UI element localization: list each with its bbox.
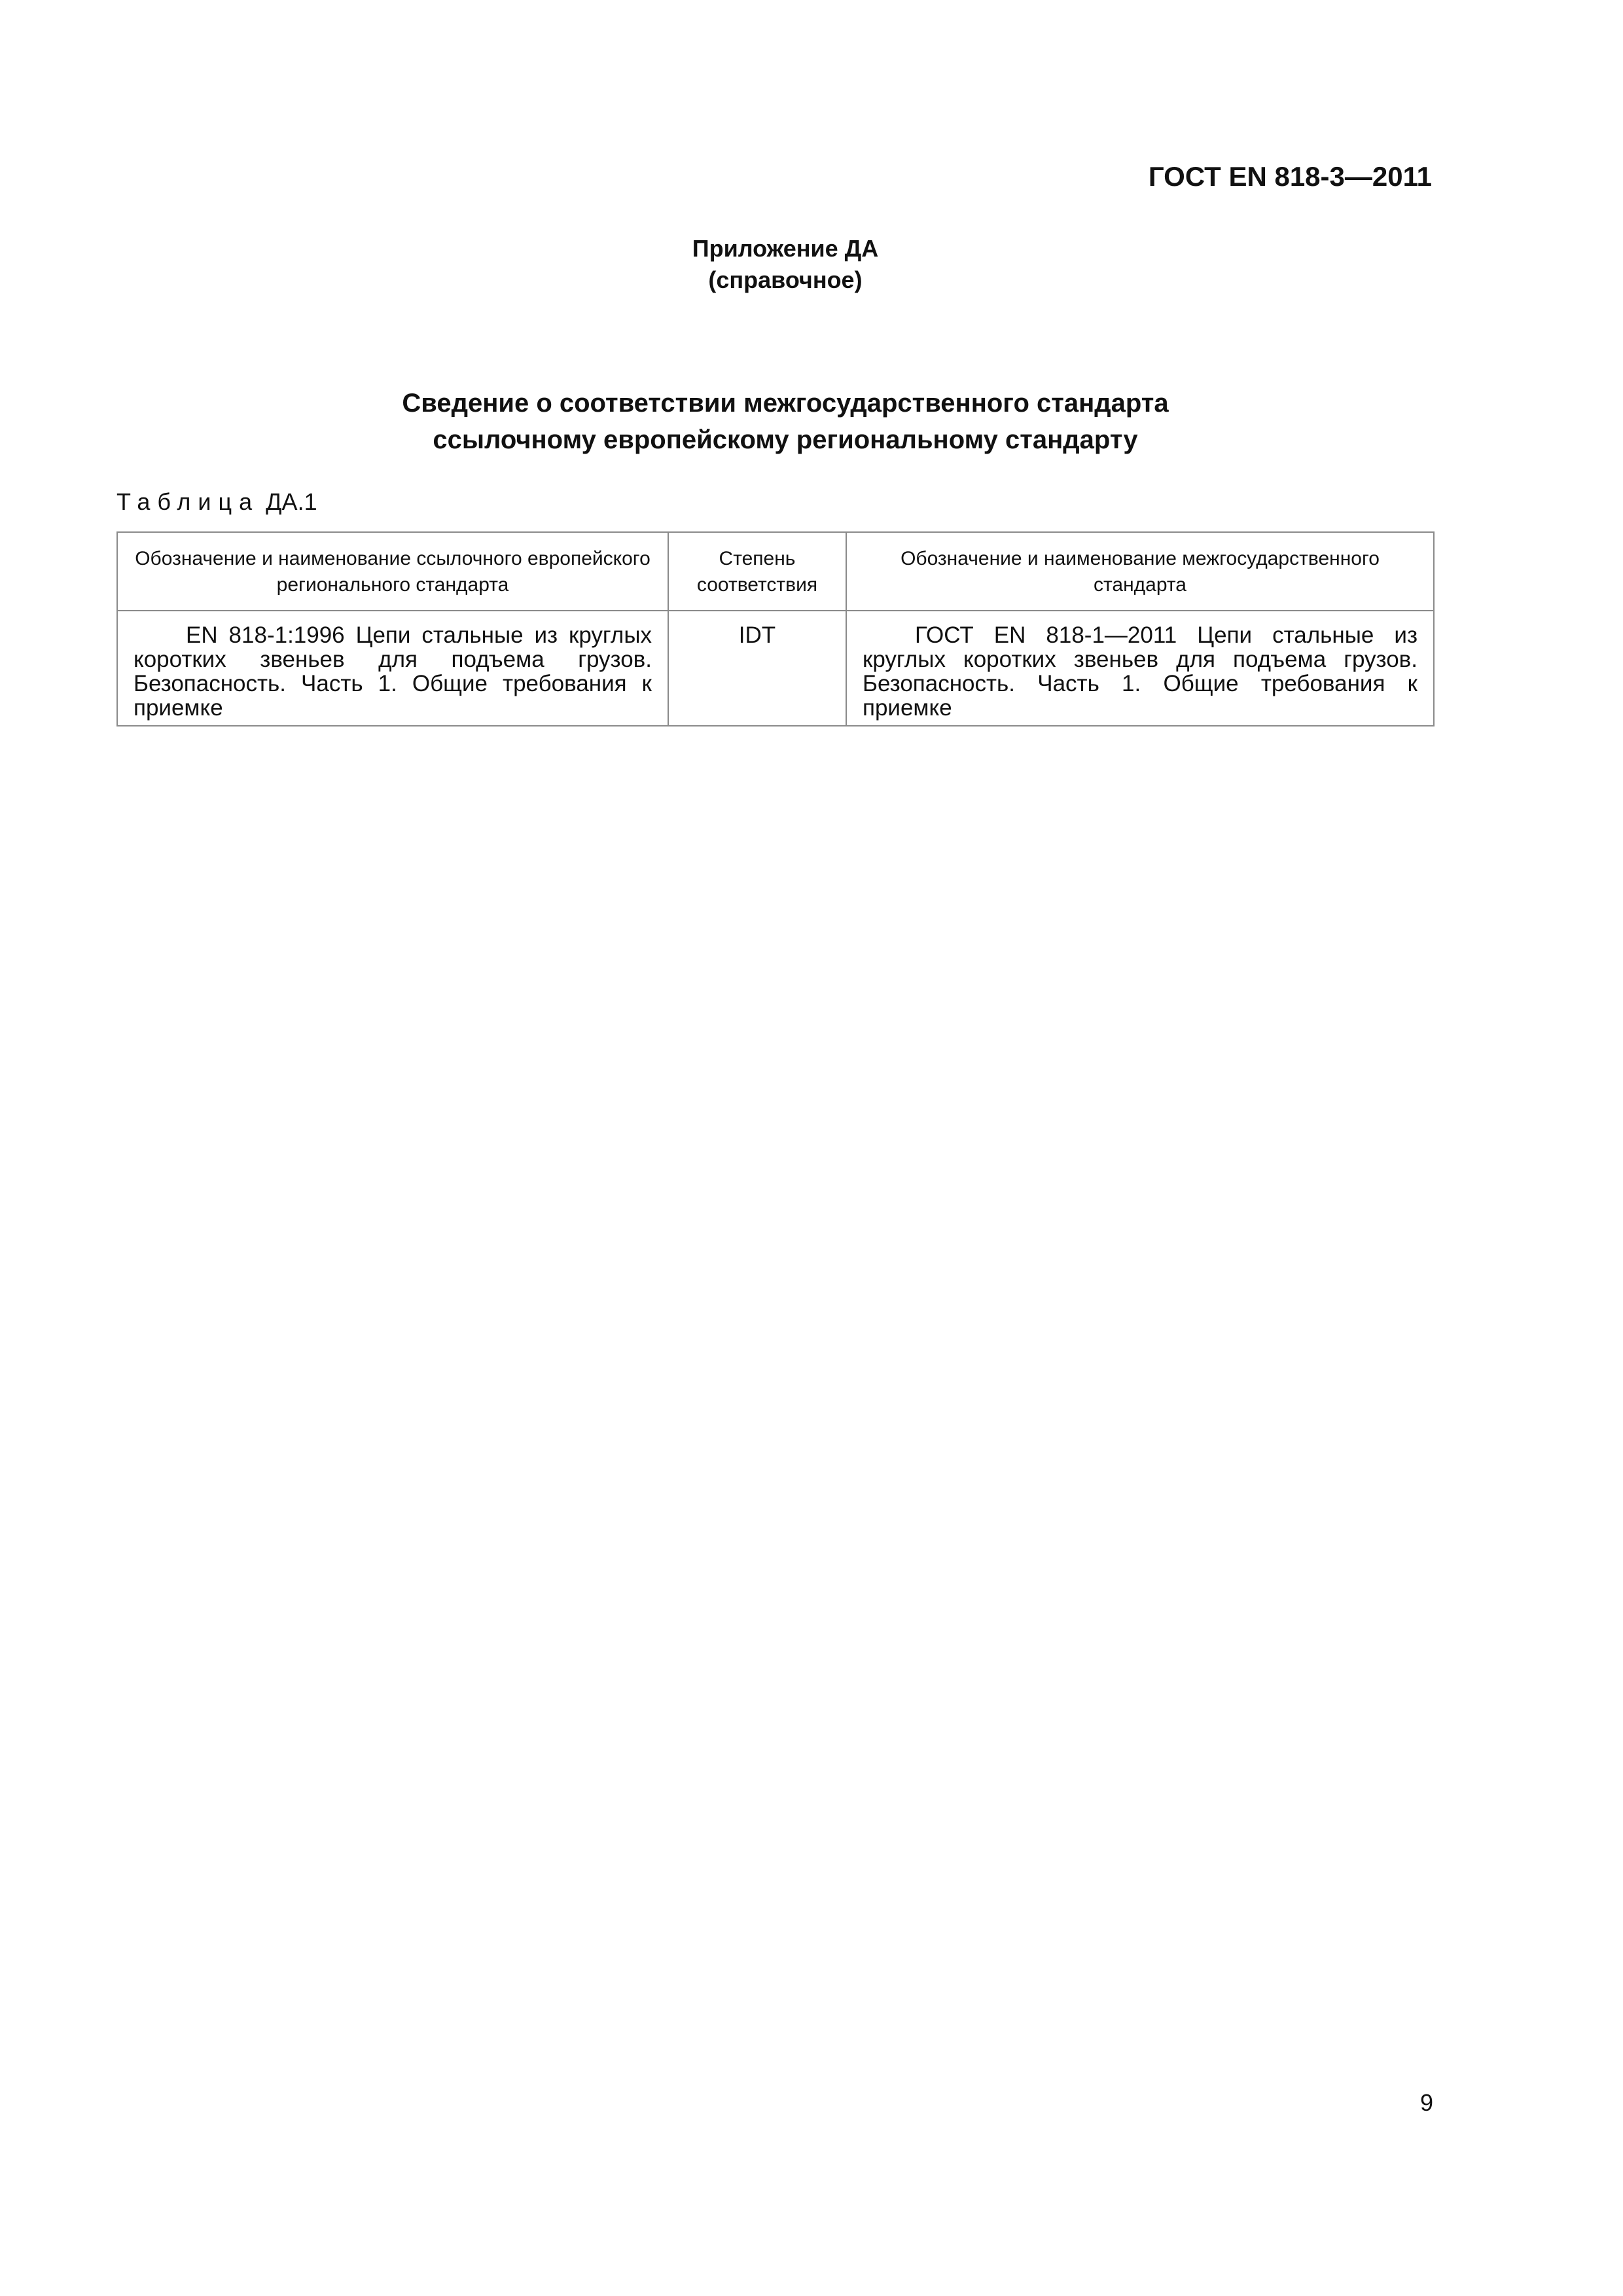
table-caption — [116, 488, 317, 516]
section-title — [0, 385, 1571, 458]
header-degree-of-correspondence: Степень соответствия — [668, 532, 846, 611]
table-caption-label: Таблица — [116, 488, 260, 515]
page-number: 9 — [1419, 2089, 1433, 2116]
header-interstate-standard: Обозначение и наименование межгосударственного стандарта — [846, 532, 1434, 611]
cell-degree-of-correspondence: IDT — [668, 611, 846, 726]
table-caption-number: ДА.1 — [266, 488, 317, 515]
header-reference-standard: Обозначение и наименование ссылочного европейского регионального стандарта — [117, 532, 668, 611]
cell-reference-standard: EN 818-1:1996 Цепи стальные из круглых коротких звеньев для подъема грузов. Безопасность. Часть 1. Общие требования к приемке — [117, 611, 668, 726]
document-code: ГОСТ EN 818-3—2011 — [1148, 161, 1432, 192]
section-title-line-1: Сведение о соответствии межгосударственного стандарта — [402, 389, 1169, 418]
cell-interstate-standard: ГОСТ EN 818-1—2011 Цепи стальные из круглых коротких звеньев для подъема грузов. Безопасность. Часть 1. Общие требования к приемке — [846, 611, 1434, 726]
appendix-heading — [0, 233, 1571, 296]
appendix-status: (справочное) — [708, 266, 863, 293]
section-title-line-2: ссылочному европейскому региональному стандарту — [433, 425, 1138, 454]
table-row — [117, 611, 1434, 726]
correspondence-table — [116, 531, 1435, 726]
appendix-title: Приложение ДА — [692, 235, 879, 262]
table-header-row — [117, 532, 1434, 611]
